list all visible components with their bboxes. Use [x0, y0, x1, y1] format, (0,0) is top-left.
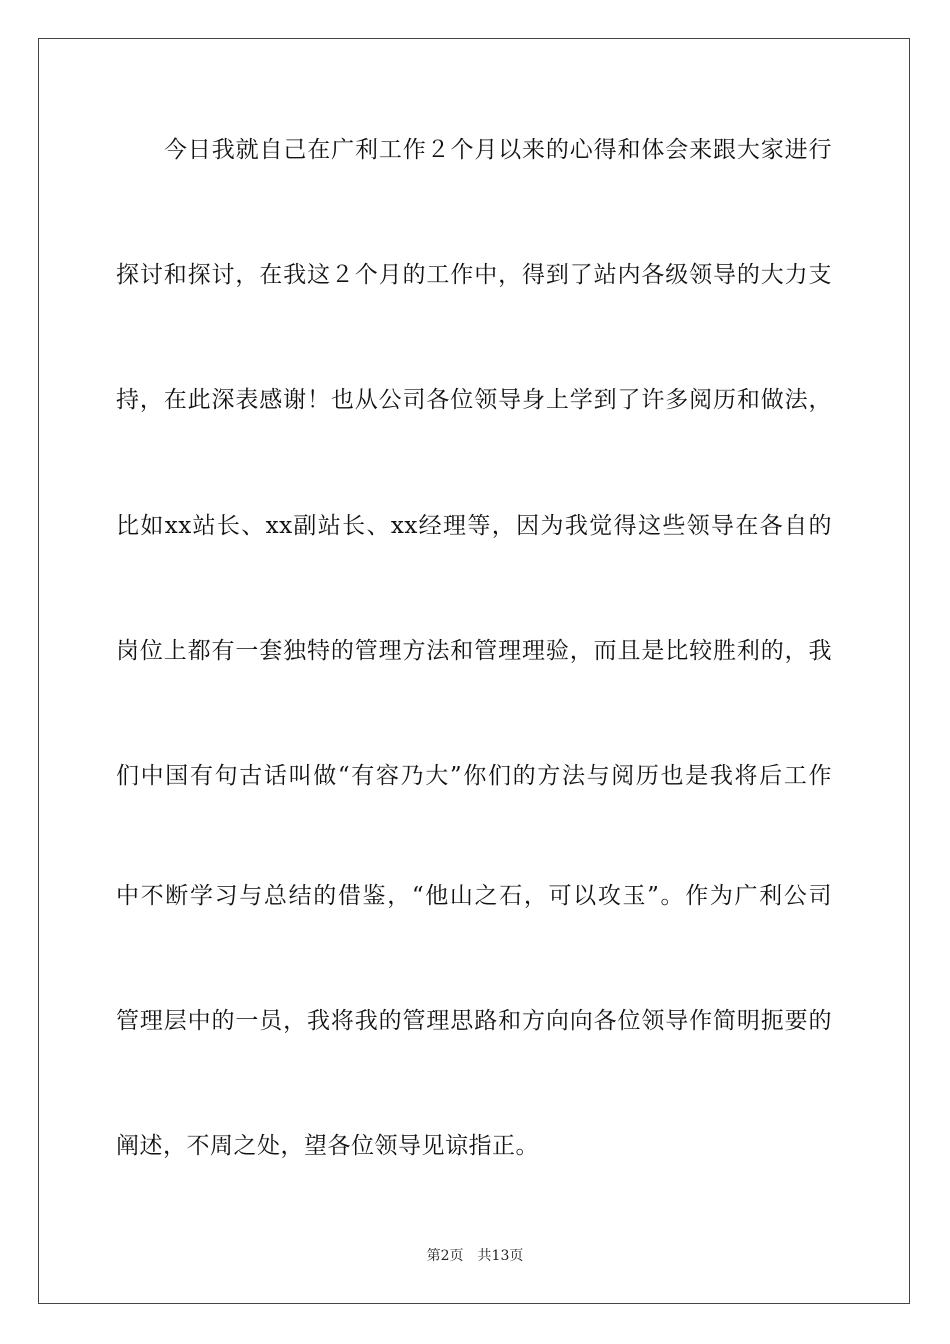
paragraph-line: 比如xx站长、xx副站长、xx经理等，因为我觉得这些领导在各自的 — [116, 513, 832, 539]
paragraph-line: 岗位上都有一套独特的管理方法和管理理验，而且是比较胜利的，我 — [116, 638, 832, 664]
page-total: 共13页 — [477, 1248, 524, 1264]
paragraph-line: 管理层中的一员，我将我的管理思路和方向向各位领导作简明扼要的 — [116, 1008, 832, 1034]
page-border — [38, 38, 910, 1304]
paragraph-line: 阐述，不周之处，望各位领导见谅指正。 — [116, 1133, 539, 1159]
paragraph-line: 今日我就自己在广利工作２个月以来的心得和体会来跟大家进行 — [164, 137, 832, 163]
paragraph-line: 们中国有句古话叫做“有容乃大”你们的方法与阅历也是我将后工作 — [116, 763, 832, 789]
page-footer — [0, 1246, 950, 1266]
paragraph-line: 持，在此深表感谢！也从公司各位领导身上学到了许多阅历和做法， — [116, 387, 832, 413]
page-number: 第2页 — [426, 1248, 464, 1264]
paragraph-line: 探讨和探讨，在我这２个月的工作中，得到了站内各级领导的大力支 — [116, 262, 832, 288]
paragraph-line: 中不断学习与总结的借鉴，“他山之石，可以攻玉”。作为广利公司 — [116, 883, 832, 909]
